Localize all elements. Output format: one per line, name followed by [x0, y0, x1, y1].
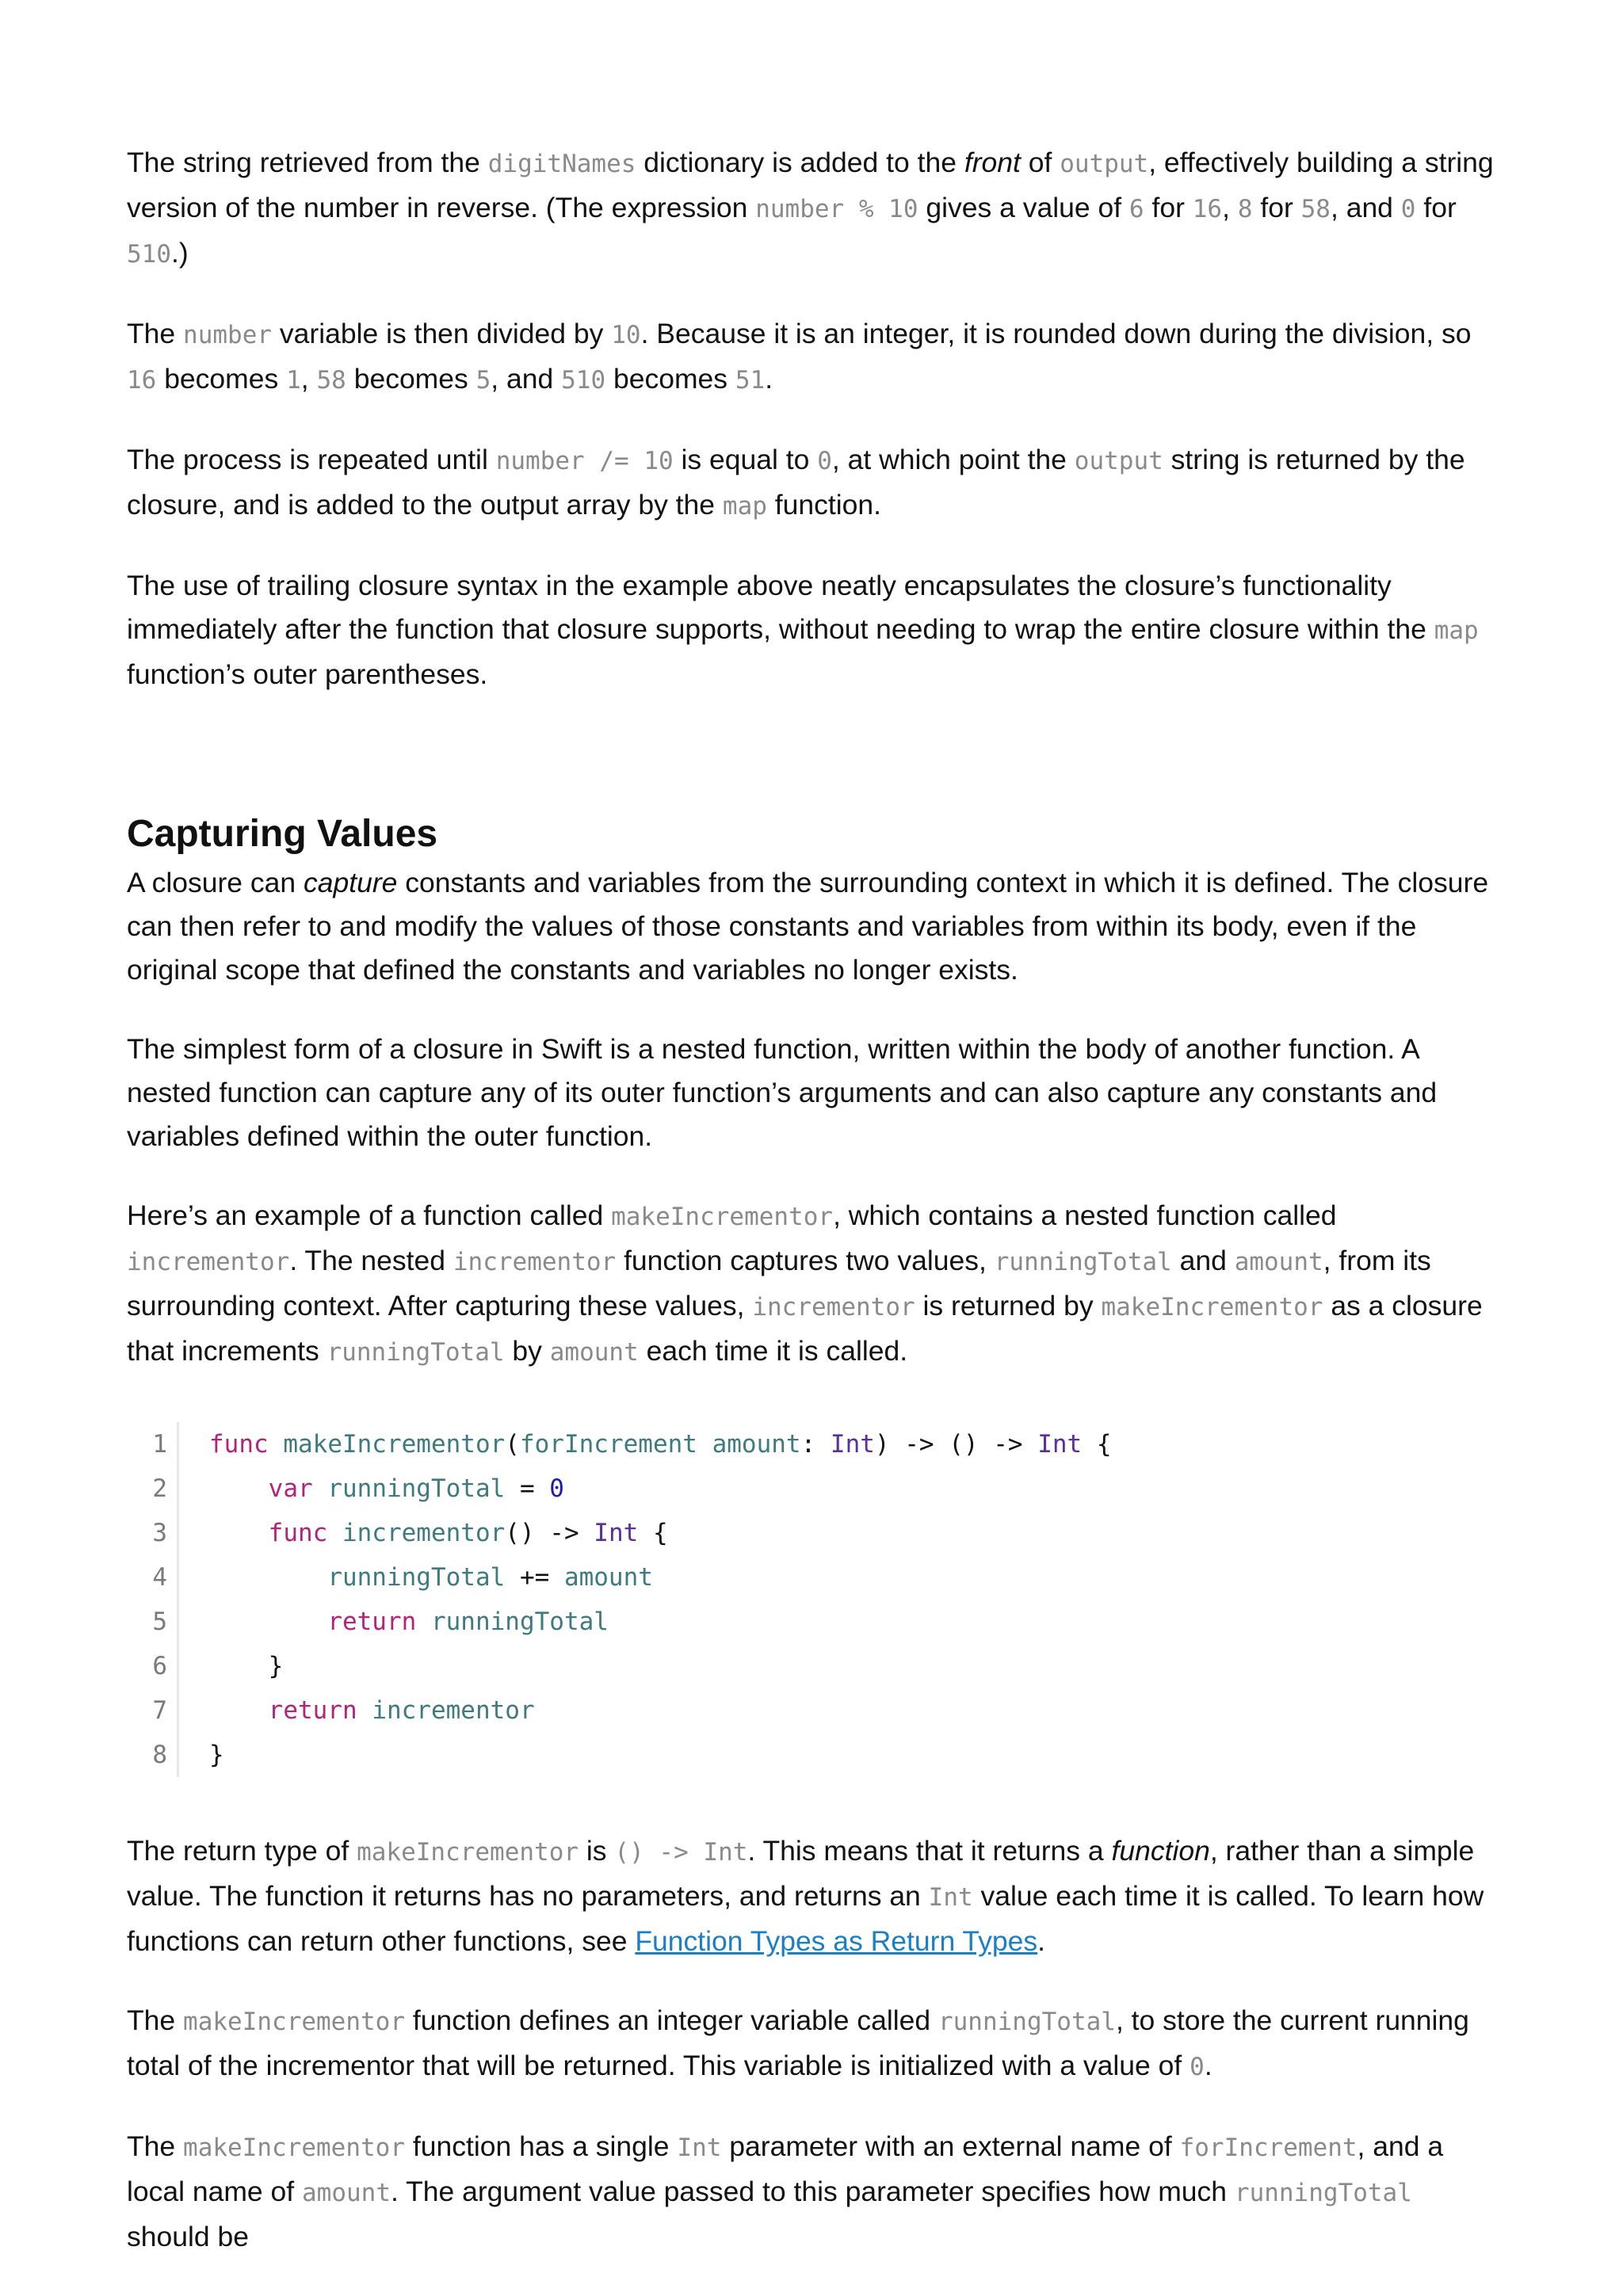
inline-code: runningTotal — [1234, 2179, 1412, 2207]
code-line: return incrementor — [268, 1696, 535, 1725]
inline-code: makeIncrementor — [611, 1203, 834, 1231]
inline-code: incrementor — [752, 1293, 915, 1322]
inline-code: 0 — [817, 447, 832, 475]
inline-code: 5 — [475, 366, 491, 395]
inline-code: makeIncrementor — [183, 2134, 406, 2162]
code-line: func incrementor() -> Int { — [268, 1519, 668, 1547]
line-number: 4 — [152, 1563, 167, 1592]
inline-code: Int — [928, 1883, 973, 1912]
inline-code: amount — [549, 1338, 639, 1367]
inline-code: amount — [302, 2179, 391, 2207]
inline-code: runningTotal — [938, 2008, 1116, 2036]
code-line: runningTotal += amount — [327, 1563, 653, 1592]
code-line: } — [209, 1741, 224, 1769]
inline-code: () -> Int — [614, 1838, 748, 1867]
inline-code: 58 — [1300, 195, 1331, 223]
inline-code: incrementor — [127, 1248, 290, 1276]
inline-code: runningTotal — [994, 1248, 1172, 1276]
inline-code: 16 — [1192, 195, 1223, 223]
code-lines — [179, 1422, 1112, 1777]
inline-code: 58 — [316, 366, 346, 395]
emphasis: capture — [303, 867, 398, 898]
inline-code: map — [1434, 616, 1479, 645]
inline-code: Int — [677, 2134, 722, 2162]
inline-code: amount — [1234, 1248, 1323, 1276]
paragraph-example-intro: Here’s an example of a function called makeIncrementor, which contains a nested function called incrementor. The nested incrementor function captures two values, runningTotal and amount, from its surrounding context. After capturing these values, incrementor is returned by makeIncrementor as a closure that increments runningTotal by amount each time it is called. — [127, 1199, 1483, 1367]
line-number: 3 — [152, 1519, 167, 1547]
inline-code: makeIncrementor — [357, 1838, 579, 1867]
inline-code: makeIncrementor — [183, 2008, 406, 2036]
paragraph-return-type: The return type of makeIncrementor is () -> Int. This means that it returns a function, rather than a simple value. The function it returns has no parameters, and returns an Int value each time it is called. To learn how functions can return other functions, see Function Types as Return Types. — [127, 1835, 1484, 1957]
paragraph-digitnames: The string retrieved from the digitNames dictionary is added to the front of output, effectively building a string version of the number in reverse. (The expression number % 10 gives a value of 6 for 16, 8 for 58, and 0 for 510.) — [127, 147, 1494, 269]
code-line: var runningTotal = 0 — [268, 1474, 564, 1503]
inline-code: number — [183, 321, 273, 349]
line-number: 5 — [152, 1608, 167, 1636]
inline-code: makeIncrementor — [1101, 1293, 1323, 1322]
inline-code: output — [1060, 150, 1149, 178]
inline-code: map — [722, 492, 767, 521]
inline-code: 10 — [611, 321, 641, 349]
inline-code: 1 — [286, 366, 301, 395]
inline-code: 51 — [735, 366, 766, 395]
line-number-gutter — [127, 1422, 179, 1777]
paragraph-running-total: The makeIncrementor function defines an integer variable called runningTotal, to store the current running total of the incrementor that will be returned. This variable is initialized with a value of 0. — [127, 2004, 1469, 2081]
inline-code: number % 10 — [755, 195, 918, 223]
paragraph-nested-function: The simplest form of a closure in Swift is a nested function, written within the body of another function. A nested function can capture any of its outer function’s arguments and can also capture any constants and variables defined within the outer function. — [127, 1033, 1438, 1152]
inline-code: 510 — [127, 240, 171, 269]
code-block — [127, 1422, 1496, 1777]
inline-code: 6 — [1128, 195, 1144, 223]
paragraph-parameter: The makeIncrementor function has a single Int parameter with an external name of forIncrement, and a local name of amount. The argument value passed to this parameter specifies how much runningTotal should be — [127, 2130, 1444, 2252]
section-heading: Capturing Values — [127, 813, 438, 855]
code-line: } — [268, 1652, 284, 1680]
line-number: 2 — [152, 1474, 167, 1503]
inline-code: 510 — [561, 366, 606, 395]
line-number: 8 — [152, 1741, 167, 1769]
paragraph-process-repeated: The process is repeated until number /= 10 is equal to 0, at which point the output string is returned by the closure, and is added to the output array by the map function. — [127, 444, 1465, 521]
line-number: 1 — [152, 1430, 167, 1459]
inline-code: forIncrement — [1179, 2134, 1358, 2162]
line-number: 6 — [152, 1652, 167, 1680]
inline-code: runningTotal — [327, 1338, 505, 1367]
inline-code: output — [1074, 447, 1163, 475]
code-line: return runningTotal — [327, 1608, 609, 1636]
line-number: 7 — [152, 1696, 167, 1725]
inline-code: 0 — [1400, 195, 1416, 223]
inline-code: 0 — [1190, 2053, 1205, 2081]
inline-code: 8 — [1237, 195, 1253, 223]
inline-code: 16 — [127, 366, 157, 395]
code-line: func makeIncrementor(forIncrement amount: Int) -> () -> Int { — [209, 1430, 1112, 1459]
paragraph-number-divided: The number variable is then divided by 10. Because it is an integer, it is rounded down during the division, so 16 becomes 1, 58 becomes 5, and 510 becomes 51. — [127, 318, 1472, 395]
emphasis: function — [1111, 1835, 1210, 1867]
paragraph-capture-intro: A closure can capture constants and variables from the surrounding context in which it is defined. The closure can then refer to and modify the values of those constants and variables from within its body, even if the original scope that defined the constants and variables no longer exists. — [127, 867, 1489, 986]
inline-code: incrementor — [453, 1248, 617, 1276]
paragraph-trailing-closure: The use of trailing closure syntax in the example above neatly encapsulates the closure’s functionality immediately after the function that closure supports, without needing to wrap the entire closure within the map function’s outer parentheses. — [127, 570, 1479, 690]
inline-code: number /= 10 — [495, 447, 674, 475]
function-types-link[interactable]: Function Types as Return Types — [635, 1925, 1038, 1957]
emphasis: front — [964, 147, 1021, 178]
inline-code: digitNames — [487, 150, 636, 178]
